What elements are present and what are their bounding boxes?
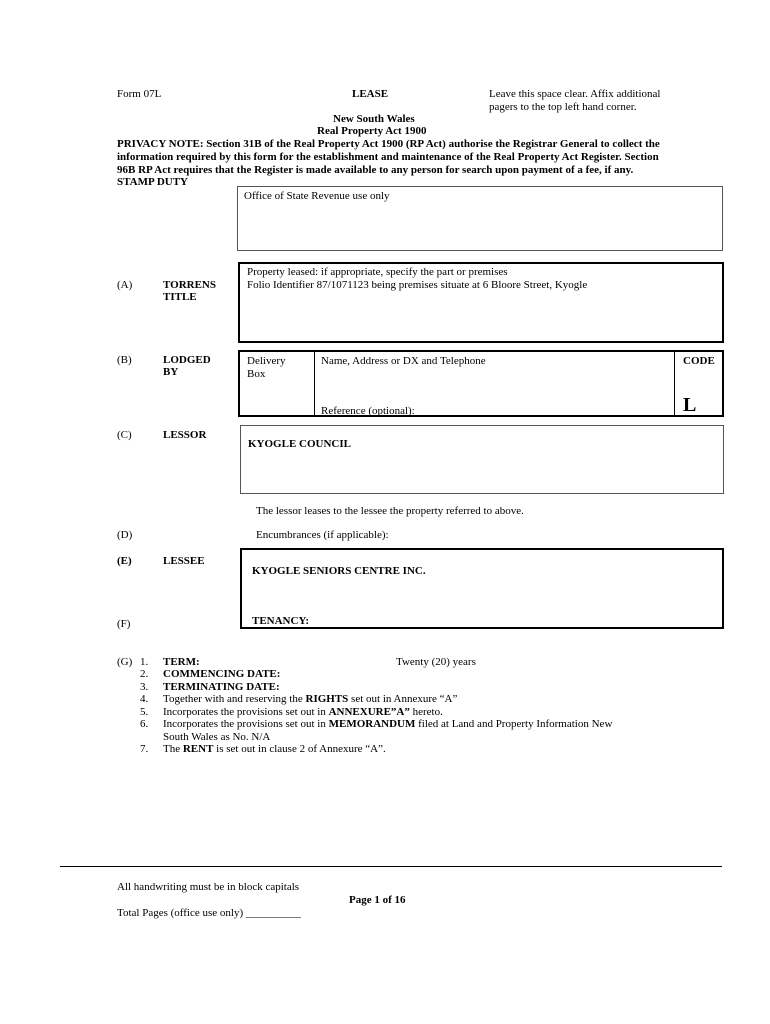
rights-item-post: set out in Annexure “A”	[348, 693, 458, 705]
clear-space-note-line2: pagers to the top left hand corner.	[489, 101, 637, 113]
terminating-item-number: 3.	[140, 681, 149, 693]
annexure-item-bold: ANNEXURE”A”	[328, 706, 410, 718]
memorandum-item-pre: Incorporates the provisions set out in	[163, 718, 329, 730]
lodged-by-box[interactable]	[238, 350, 724, 417]
rent-item-pre: The	[163, 743, 183, 755]
rent-item	[163, 743, 386, 756]
term-label: TERM:	[163, 656, 200, 668]
annexure-item-number: 5.	[140, 706, 149, 718]
act-heading: Real Property Act 1900	[317, 125, 427, 137]
lodged-by-divider-2	[674, 352, 675, 415]
tenancy-label: TENANCY:	[252, 615, 310, 627]
lease-statement: The lessor leases to the lessee the property referred to above.	[256, 505, 524, 517]
lodged-by-label-line2: BY	[163, 366, 179, 378]
section-f-letter: (F)	[117, 618, 131, 630]
annexure-item-pre: Incorporates the provisions set out in	[163, 706, 329, 718]
torrens-label-line2: TITLE	[163, 291, 197, 303]
delivery-box-line2: Box	[247, 368, 266, 380]
lodged-by-label-line1: LODGED	[163, 354, 211, 366]
privacy-note-line1: PRIVACY NOTE: Section 31B of the Real Property Act 1900 (RP Act) authorise the Registrar General to collect the	[117, 138, 660, 150]
folio-identifier-value: Folio Identifier 87/1071123 being premises situate at 6 Bloore Street, Kyogle	[247, 279, 588, 291]
code-label: CODE	[683, 355, 715, 367]
name-address-label: Name, Address or DX and Telephone	[321, 355, 486, 367]
property-leased-instruction: Property leased: if appropriate, specify the part or premises	[247, 266, 508, 278]
lessor-value: KYOGLE COUNCIL	[248, 438, 351, 450]
lessee-label: LESSEE	[163, 555, 205, 567]
code-value: L	[683, 394, 697, 416]
torrens-label-line1: TORRENS	[163, 279, 216, 291]
section-d-letter: (D)	[117, 529, 133, 541]
rent-item-post: is set out in clause 2 of Annexure “A”.	[213, 743, 386, 755]
memorandum-item-post: filed at Land and Property Information New	[415, 718, 613, 730]
page-number: Page 1 of 16	[349, 894, 406, 906]
rights-item	[163, 693, 457, 706]
delivery-box-line1: Delivery	[247, 355, 286, 367]
rent-item-bold: RENT	[182, 743, 214, 755]
commencing-item-number: 2.	[140, 668, 149, 680]
term-item-number: 1.	[140, 656, 149, 668]
form-number: Form 07L	[117, 88, 162, 100]
memorandum-item	[163, 718, 612, 731]
terminating-date-label: TERMINATING DATE:	[163, 681, 280, 693]
office-use-label: Office of State Revenue use only	[244, 190, 390, 202]
section-e-letter: (E)	[117, 555, 132, 567]
section-c-letter: (C)	[117, 429, 132, 441]
memorandum-item-continuation: South Wales as No. N/A	[163, 731, 271, 743]
lessor-label: LESSOR	[163, 429, 207, 441]
total-pages-label: Total Pages (office use only) __________	[117, 907, 301, 919]
lodged-by-divider-1	[314, 352, 315, 415]
rights-item-bold: RIGHTS	[305, 693, 349, 705]
memorandum-item-bold: MEMORANDUM	[328, 718, 416, 730]
stamp-duty-box	[237, 186, 723, 251]
rights-item-number: 4.	[140, 693, 149, 705]
memorandum-item-number: 6.	[140, 718, 149, 730]
form-title: LEASE	[352, 88, 389, 100]
section-g-letter: (G)	[117, 656, 133, 668]
privacy-note	[117, 138, 717, 177]
handwriting-note: All handwriting must be in block capitals	[117, 881, 300, 893]
term-value: Twenty (20) years	[396, 656, 476, 668]
privacy-note-line2: information required by this form for the establishment and maintenance of the Real Property Act Register. Section	[117, 151, 659, 163]
section-b-letter: (B)	[117, 354, 132, 366]
section-a-letter: (A)	[117, 279, 133, 291]
privacy-note-line3: 96B RP Act requires that the Register is made available to any person for search upon payment of a fee, if any.	[117, 164, 634, 176]
clear-space-note-line1: Leave this space clear. Affix additional	[489, 88, 661, 100]
lessee-value: KYOGLE SENIORS CENTRE INC.	[252, 565, 426, 577]
commencing-date-label: COMMENCING DATE:	[163, 668, 281, 680]
lessor-box[interactable]	[240, 425, 724, 494]
encumbrances-label: Encumbrances (if applicable):	[256, 529, 389, 541]
rent-item-number: 7.	[140, 743, 149, 755]
footer-divider	[60, 866, 722, 867]
torrens-title-box[interactable]	[238, 262, 724, 343]
state-heading: New South Wales	[333, 113, 415, 125]
annexure-item-post: hereto.	[409, 706, 443, 718]
lessee-box[interactable]	[240, 548, 724, 629]
reference-label: Reference (optional):	[321, 405, 415, 417]
stamp-duty-label: STAMP DUTY	[117, 176, 188, 188]
rights-item-pre: Together with and reserving the	[163, 693, 306, 705]
